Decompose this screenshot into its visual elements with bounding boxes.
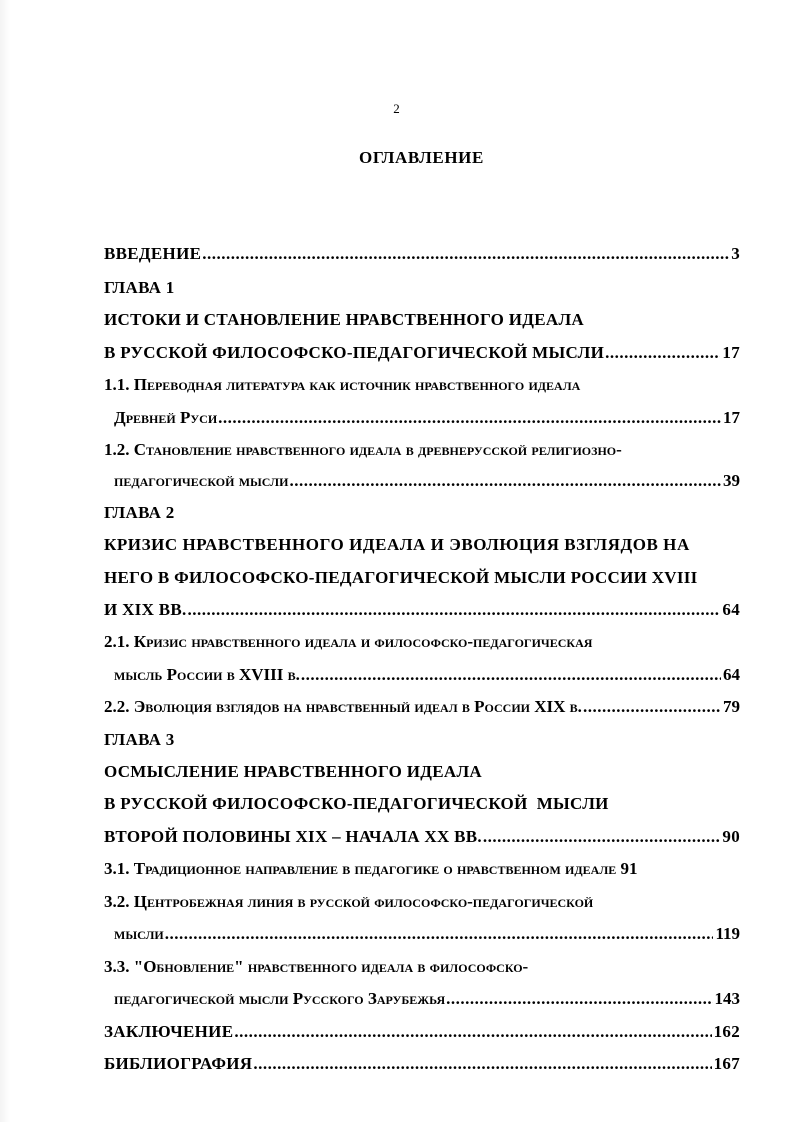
chapter-2-title-line-3[interactable] xyxy=(104,598,740,622)
page-number: 2 xyxy=(393,101,400,116)
chapter-1-title-line-1[interactable]: ИСТОКИ И СТАНОВЛЕНИЕ НРАВСТВЕННОГО ИДЕАЛА xyxy=(104,310,584,329)
chapter-3-heading: ГЛАВА 3 xyxy=(104,730,175,749)
dot-leader xyxy=(605,341,720,365)
toc-page-number: 79 xyxy=(723,697,740,716)
chapter-2-title-line-2[interactable]: НЕГО В ФИЛОСОФСКО-ПЕДАГОГИЧЕСКОЙ МЫСЛИ РОССИИ XVIII xyxy=(104,568,698,587)
dot-leader xyxy=(202,242,729,266)
toc-page-number: 90 xyxy=(722,827,740,846)
toc-entry-bibliography[interactable] xyxy=(104,1052,740,1076)
dot-leader xyxy=(253,1052,711,1076)
chapter-3-title-line-1[interactable]: ОСМЫСЛЕНИЕ НРАВСТВЕННОГО ИДЕАЛА xyxy=(104,762,482,781)
toc-entry-label: ВВЕДЕНИЕ xyxy=(104,244,202,263)
toc-entry-conclusion[interactable] xyxy=(104,1020,740,1044)
section-2-2[interactable] xyxy=(104,695,740,719)
chapter-3-title-line-2[interactable]: В РУССКОЙ ФИЛОСОФСКО-ПЕДАГОГИЧЕСКОЙ МЫСЛИ xyxy=(104,794,609,813)
dot-leader xyxy=(289,469,721,493)
section-1-1-line-1[interactable]: 1.1. Переводная литература как источник нравственного идеала xyxy=(104,375,581,394)
toc-entry-label: ЗАКЛЮЧЕНИЕ xyxy=(104,1022,234,1041)
toc-entry-label: мысль России в XVIII в. xyxy=(114,665,300,684)
toc-entry-label: И XIX ВВ. xyxy=(104,600,187,619)
dot-leader xyxy=(483,825,720,849)
dot-leader xyxy=(301,663,721,687)
chapter-1-title-line-2[interactable] xyxy=(104,341,740,365)
toc-page-number: 17 xyxy=(723,408,740,427)
section-3-3-line-1[interactable]: 3.3. "Обновление" нравственного идеала в философско- xyxy=(104,957,529,976)
section-1-2-line-2[interactable] xyxy=(114,469,740,493)
section-2-1-line-2[interactable] xyxy=(114,663,740,687)
toc-page-number: 64 xyxy=(722,600,740,619)
chapter-3-title-line-3[interactable] xyxy=(104,825,740,849)
section-3-2-line-2[interactable] xyxy=(114,922,740,946)
section-1-1-line-2[interactable] xyxy=(114,406,740,430)
toc-entry-label: БИБЛИОГРАФИЯ xyxy=(104,1054,253,1073)
section-2-1-line-1[interactable]: 2.1. Кризис нравственного идеала и философско-педагогическая xyxy=(104,632,593,651)
toc-page-number: 39 xyxy=(723,471,740,490)
section-3-1[interactable]: 3.1. Традиционное направление в педагогике о нравственном идеале 91 xyxy=(104,859,638,878)
toc-entry-label: мысли xyxy=(114,924,164,943)
page-title: ОГЛАВЛЕНИЕ xyxy=(359,148,484,167)
toc-page-number: 143 xyxy=(714,989,740,1008)
section-3-3-line-2[interactable] xyxy=(114,987,740,1011)
toc-entry-label: Древней Руси xyxy=(114,408,218,427)
toc-page-number: 167 xyxy=(713,1054,740,1073)
toc-page-number: 64 xyxy=(723,665,740,684)
chapter-2-heading: ГЛАВА 2 xyxy=(104,503,175,522)
toc-entry-label: 2.2. Эволюция взглядов на нравственный идеал в России XIX в. xyxy=(104,697,582,716)
toc-entry-label: педагогической мысли Русского Зарубежья xyxy=(114,989,446,1008)
scan-edge-shadow xyxy=(0,0,10,1122)
dot-leader xyxy=(218,406,721,430)
dot-leader xyxy=(583,695,721,719)
toc-entry-label: педагогической мысли xyxy=(114,471,289,490)
chapter-2-title-line-1[interactable]: КРИЗИС НРАВСТВЕННОГО ИДЕАЛА И ЭВОЛЮЦИЯ ВЗГЛЯДОВ НА xyxy=(104,535,690,554)
dot-leader xyxy=(165,922,714,946)
toc-entry-label: ВТОРОЙ ПОЛОВИНЫ XIX – НАЧАЛА XX ВВ. xyxy=(104,827,482,846)
dot-leader xyxy=(234,1020,711,1044)
dot-leader xyxy=(188,598,721,622)
toc-page-number: 17 xyxy=(722,343,740,362)
toc-page-number: 162 xyxy=(713,1022,740,1041)
section-3-2-line-1[interactable]: 3.2. Центробежная линия в русской философско-педагогической xyxy=(104,892,594,911)
dot-leader xyxy=(446,987,712,1011)
toc-entry-introduction[interactable] xyxy=(104,242,740,266)
section-1-2-line-1[interactable]: 1.2. Становление нравственного идеала в древнерусской религиозно- xyxy=(104,440,622,459)
toc-page-number: 119 xyxy=(715,924,740,943)
toc-page-number: 3 xyxy=(731,244,740,263)
chapter-1-heading: ГЛАВА 1 xyxy=(104,278,175,297)
toc-entry-label: В РУССКОЙ ФИЛОСОФСКО-ПЕДАГОГИЧЕСКОЙ МЫСЛИ xyxy=(104,343,605,362)
